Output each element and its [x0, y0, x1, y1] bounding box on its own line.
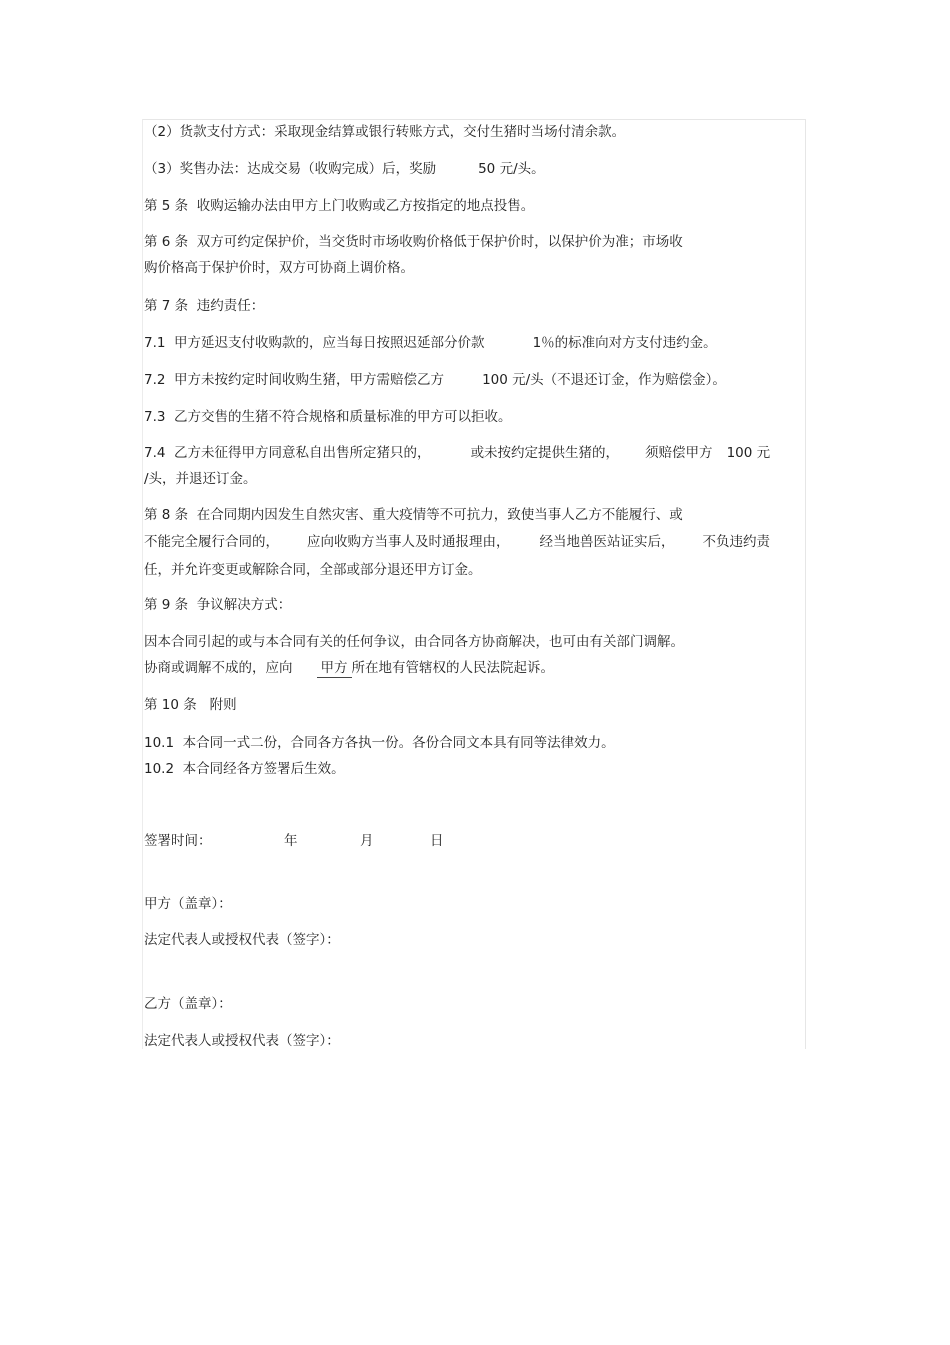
clause-7-4-part2: 或未按约定提供生猪的，: [470, 445, 620, 461]
reward-text: （3）奖售办法：达成交易（收购完成）后，奖励: [144, 161, 437, 177]
signing-month: 月: [360, 833, 374, 849]
clause-7-4-part1: 7.4 乙方未征得甲方同意私自出售所定猪只的，: [144, 445, 431, 461]
article-8-part3: 经当地兽医站证实后，: [539, 534, 675, 550]
article-8-line2: [144, 533, 770, 551]
signing-day: 日: [430, 833, 444, 849]
clause-reward-method: [144, 160, 545, 178]
article-8-part2: 应向收购方当事人及时通报理由，: [307, 534, 510, 550]
clause-7-3: 7.3 乙方交售的生猪不符合规格和质量标准的甲方可以拒收。: [144, 409, 512, 425]
clause-7-2-amount: 100 元/头（不退还订金，作为赔偿金）。: [482, 372, 726, 388]
article-9-heading: 第 9 条 争议解决方式：: [144, 597, 292, 613]
article-6-line2: 购价格高于保护价时，双方可协商上调价格。: [144, 260, 414, 276]
article-5: 第 5 条 收购运输办法由甲方上门收购或乙方按指定的地点投售。: [144, 198, 535, 214]
clause-7-1-text: 7.1 甲方延迟支付收购款的，应当每日按照迟延部分价款: [144, 335, 485, 351]
article-9-part2: 所在地有管辖权的人民法院起诉。: [351, 660, 554, 676]
article-7-heading: 第 7 条 违约责任：: [144, 298, 265, 314]
jurisdiction-party: 甲方: [317, 659, 352, 678]
party-b-seal: 乙方（盖章）：: [144, 996, 232, 1012]
party-a-seal: 甲方（盖章）：: [144, 896, 232, 912]
article-9-line2: [144, 659, 554, 678]
party-a-representative: 法定代表人或授权代表（签字）：: [144, 932, 340, 948]
clause-7-4-line1: [144, 444, 770, 462]
clause-10-1: 10.1 本合同一式二份，合同各方各执一份。各份合同文本具有同等法律效力。: [144, 735, 615, 751]
clause-7-2: [144, 371, 726, 389]
article-8-part4: 不负违约责: [702, 534, 770, 550]
article-8-line1: 第 8 条 在合同期内因发生自然灾害、重大疫情等不可抗力，致使当事人乙方不能履行、或: [144, 507, 683, 523]
party-b-representative: 法定代表人或授权代表（签字）：: [144, 1033, 340, 1049]
clause-7-4-part3: 须赔偿甲方: [645, 445, 713, 461]
clause-7-2-text: 7.2 甲方未按约定时间收购生猪，甲方需赔偿乙方: [144, 372, 445, 388]
clause-7-4-amount: 100 元: [726, 445, 771, 461]
signing-date-label: 签署时间：: [144, 833, 212, 849]
clause-10-2: 10.2 本合同经各方签署后生效。: [144, 761, 345, 777]
article-9-line1: 因本合同引起的或与本合同有关的任何争议，由合同各方协商解决，也可由有关部门调解。: [144, 634, 684, 650]
reward-amount: 50 元/头。: [478, 161, 545, 177]
clause-7-1-rate: 1％的标准向对方支付违约金。: [532, 335, 717, 351]
article-6-line1: 第 6 条 双方可约定保护价，当交货时市场收购价格低于保护价时，以保护价为准；市场收: [144, 234, 683, 250]
article-8-part1: 不能完全履行合同的，: [144, 534, 279, 550]
clause-payment-method: （2）货款支付方式：采取现金结算或银行转账方式，交付生猪时当场付清余款。: [144, 124, 626, 140]
article-9-part1: 协商或调解不成的，应向: [144, 660, 293, 676]
article-10-heading: 第 10 条 附则: [144, 697, 237, 713]
article-8-line3: 任，并允许变更或解除合同，全部或部分退还甲方订金。: [144, 562, 482, 578]
clause-7-4-line2: /头，并退还订金。: [144, 471, 257, 487]
signing-year: 年: [284, 833, 298, 849]
clause-7-1: [144, 334, 717, 352]
